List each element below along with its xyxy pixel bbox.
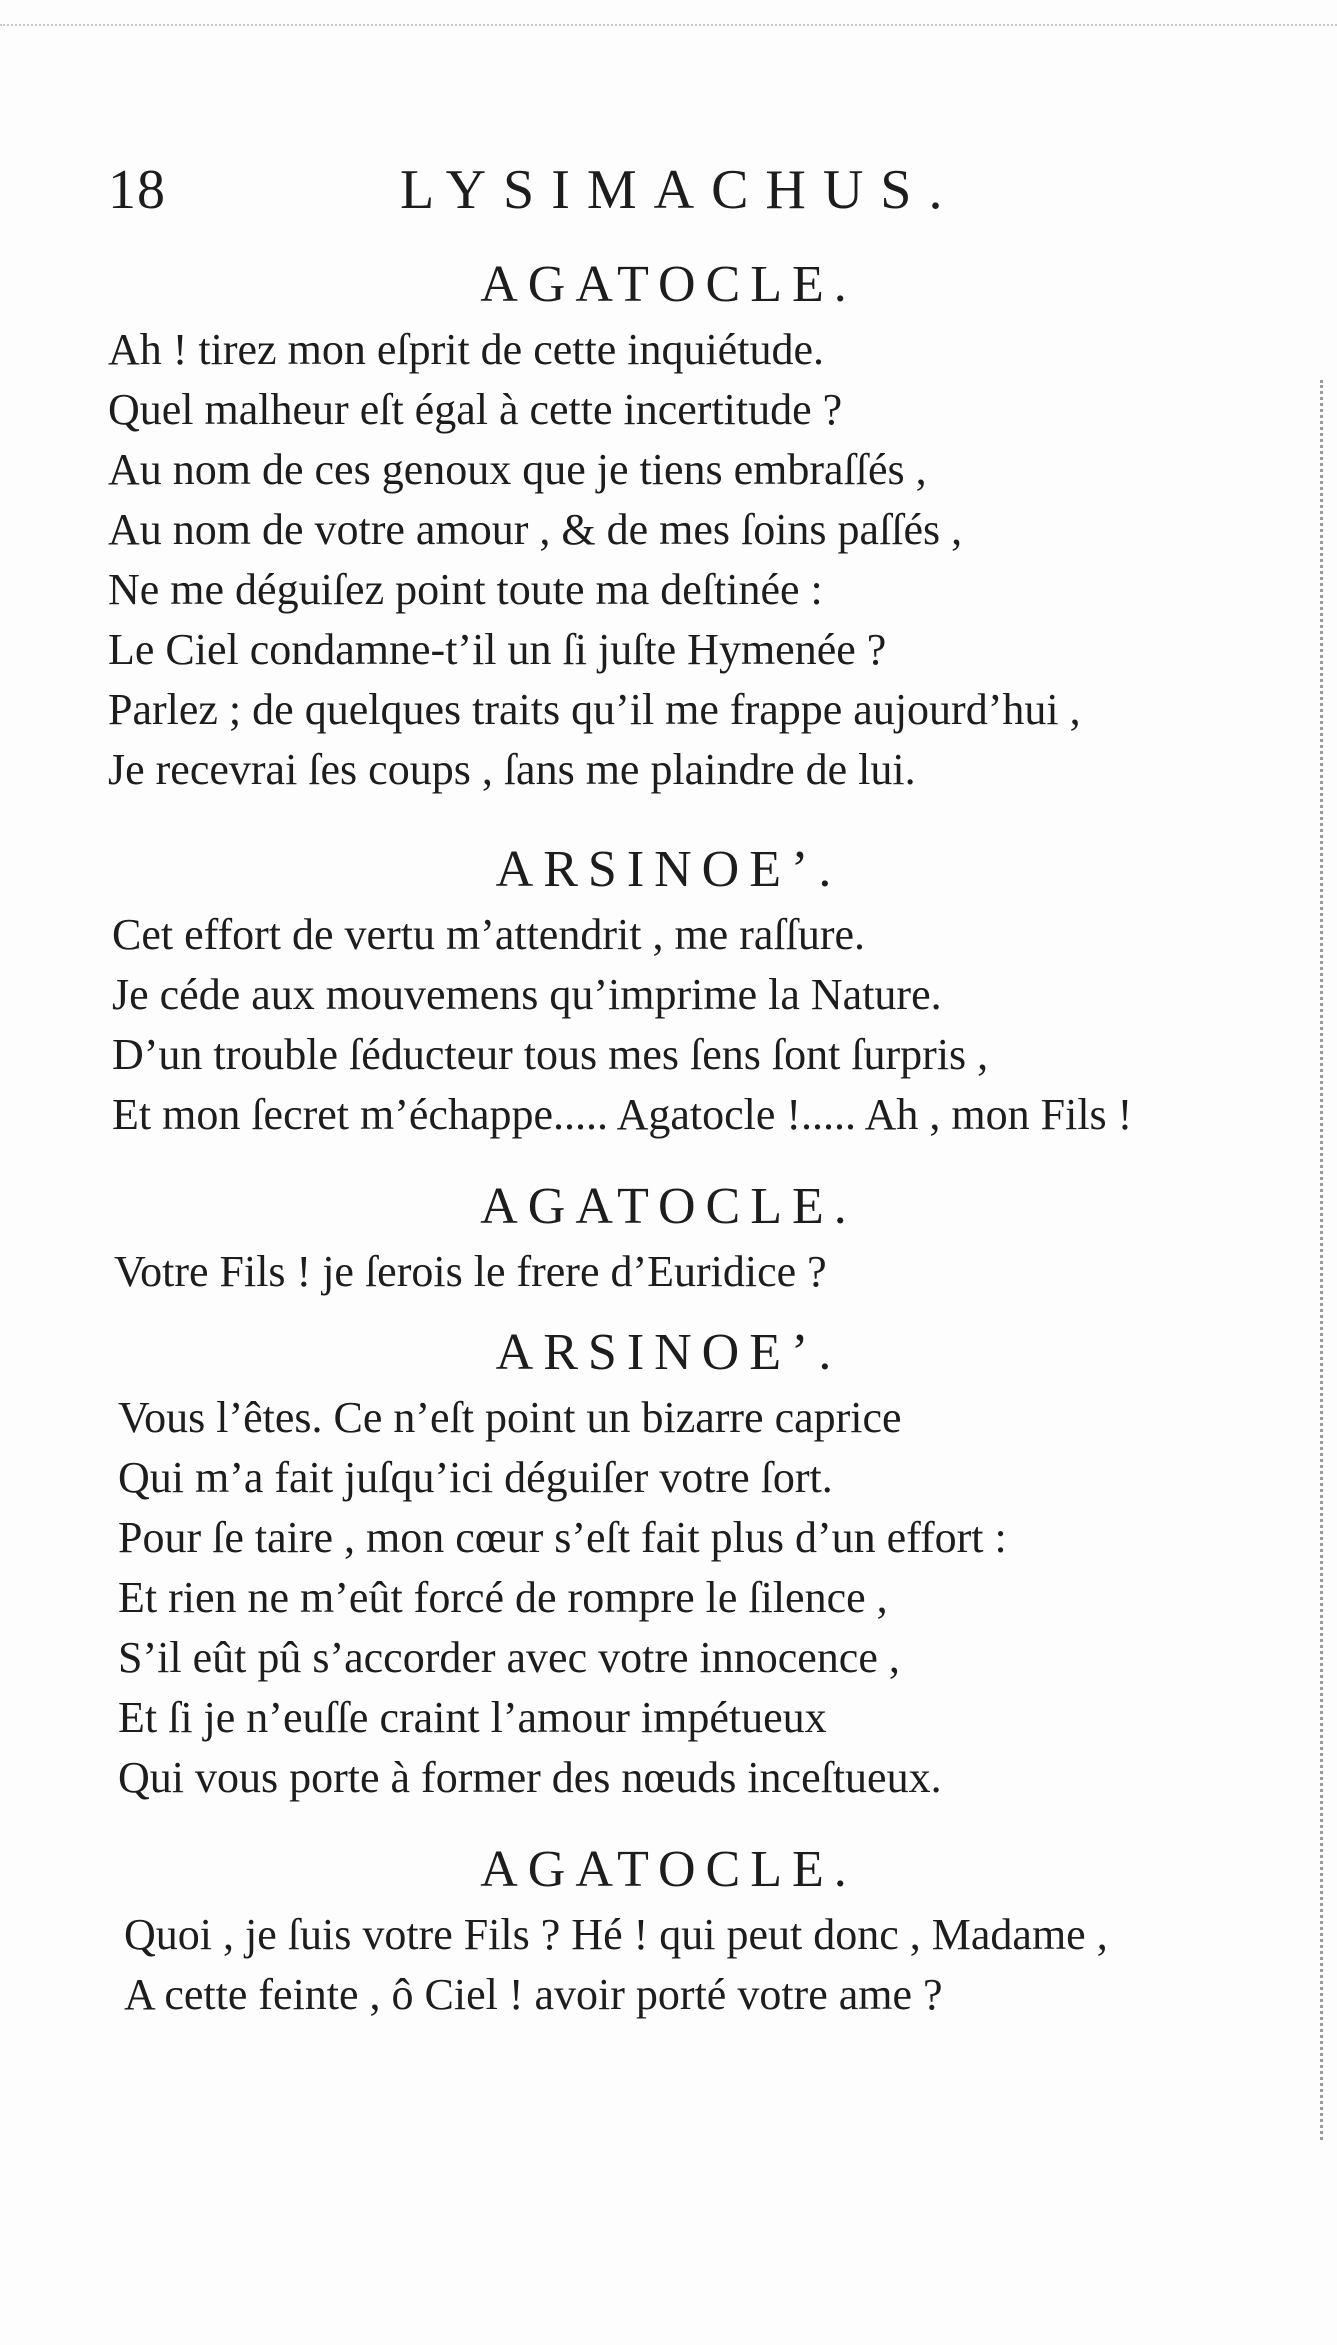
verse-line: D’un trouble ſéducteur tous mes ſens ſont ſurpris , — [112, 1030, 989, 1079]
verse-line: Le Ciel condamne-t’il un ſi juſte Hymenée ? — [108, 625, 887, 674]
verse-line: Vous l’êtes. Ce n’eſt point un bizarre caprice — [118, 1393, 902, 1442]
verse-line: Pour ſe taire , mon cœur s’eſt fait plus d’un effort : — [118, 1513, 1007, 1562]
verse-line: Qui vous porte à former des nœuds inceſtueux. — [118, 1753, 942, 1802]
verse-line: Et mon ſecret m’échappe..... Agatocle !..... Ah , mon Fils ! — [112, 1090, 1133, 1139]
speaker-name: AGATOCLE. — [480, 256, 857, 313]
running-title: LYSIMACHUS. — [400, 159, 960, 221]
verse-line: A cette feinte , ô Ciel ! avoir porté votre ame ? — [124, 1970, 943, 2019]
verse-line: Qui m’a fait juſqu’ici déguiſer votre ſort. — [118, 1453, 833, 1502]
verse-line: Et rien ne m’eût forcé de rompre le ſilence , — [118, 1573, 888, 1622]
speaker-name: ARSINOE’. — [495, 1324, 842, 1381]
verse-line: Ne me déguiſez point toute ma deſtinée : — [108, 565, 823, 614]
verse-line: Je recevrai ſes coups , ſans me plaindre de lui. — [108, 745, 916, 794]
verse-line: Au nom de votre amour , & de mes ſoins paſſés , — [108, 505, 963, 554]
scan-top-edge — [0, 0, 1337, 26]
verse-line: Au nom de ces genoux que je tiens embraſſés , — [108, 445, 927, 494]
dialogue-section — [0, 1172, 1337, 1302]
speaker-name: AGATOCLE. — [480, 1841, 857, 1898]
verse-line: Cet effort de vertu m’attendrit , me raſſure. — [112, 910, 866, 959]
verse-line: Et ſi je n’euſſe craint l’amour impétueux — [118, 1693, 827, 1742]
verse-line: Quoi , je ſuis votre Fils ? Hé ! qui peut donc , Madame , — [124, 1910, 1108, 1959]
verse-line: Ah ! tirez mon eſprit de cette inquiétude. — [108, 325, 824, 374]
speaker-name: ARSINOE’. — [495, 841, 842, 898]
verse-line: Quel malheur eſt égal à cette incertitude ? — [108, 385, 843, 434]
dialogue-section — [0, 835, 1337, 1145]
verse-line: Votre Fils ! je ſerois le frere d’Euridice ? — [114, 1247, 827, 1296]
verse-line: Parlez ; de quelques traits qu’il me frappe aujourd’hui , — [108, 685, 1081, 734]
dialogue-section — [0, 1835, 1337, 2025]
page-number: 18 — [108, 159, 166, 221]
dialogue-section — [0, 1318, 1337, 1808]
dialogue-section — [0, 250, 1337, 800]
verse-line: Je céde aux mouvemens qu’imprime la Nature. — [112, 970, 942, 1019]
verse-line: S’il eût pû s’accorder avec votre innocence , — [118, 1633, 900, 1682]
speaker-name: AGATOCLE. — [480, 1178, 857, 1235]
